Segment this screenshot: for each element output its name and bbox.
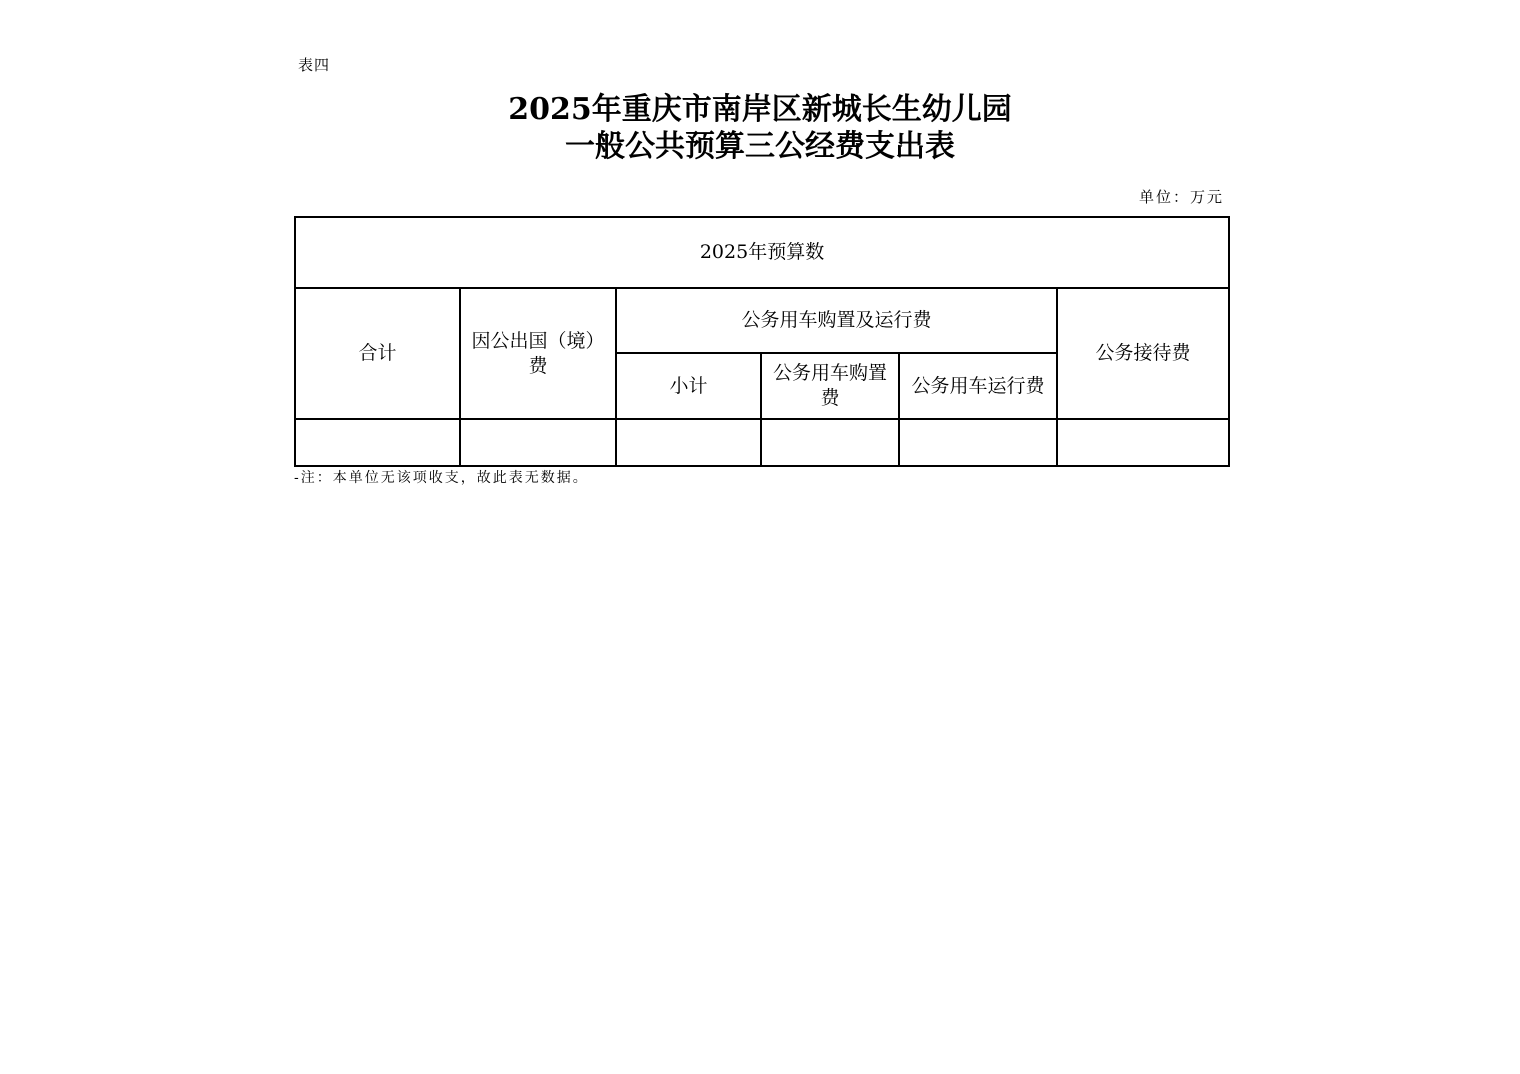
abroad-expense-header: 因公出国（境）费 — [460, 288, 616, 419]
total-header: 合计 — [295, 288, 460, 419]
table-row — [295, 419, 1229, 466]
reception-value-cell — [1057, 419, 1229, 466]
subtotal-value-cell — [616, 419, 761, 466]
vehicle-operation-value-cell — [899, 419, 1057, 466]
vehicle-purchase-value-cell — [761, 419, 899, 466]
abroad-value-cell — [460, 419, 616, 466]
subtotal-header: 小计 — [616, 353, 761, 419]
total-value-cell — [295, 419, 460, 466]
three-public-expenses-table — [294, 216, 1230, 467]
unit-label: 单位：万元 — [1138, 188, 1224, 206]
vehicle-purchase-header: 公务用车购置费 — [761, 353, 899, 419]
footnote: -注：本单位无该项收支，故此表无数据。 — [294, 470, 589, 486]
page-title-line-1: 2025年重庆市南岸区新城长生幼儿园 — [508, 92, 1012, 127]
vehicle-expense-group-header: 公务用车购置及运行费 — [616, 288, 1057, 353]
page-title-line-2: 一般公共预算三公经费支出表 — [565, 129, 955, 164]
budget-year-header: 2025年预算数 — [295, 217, 1229, 288]
reception-expense-header: 公务接待费 — [1057, 288, 1229, 419]
table-number-label: 表四 — [298, 56, 331, 74]
vehicle-operation-header: 公务用车运行费 — [899, 353, 1057, 419]
